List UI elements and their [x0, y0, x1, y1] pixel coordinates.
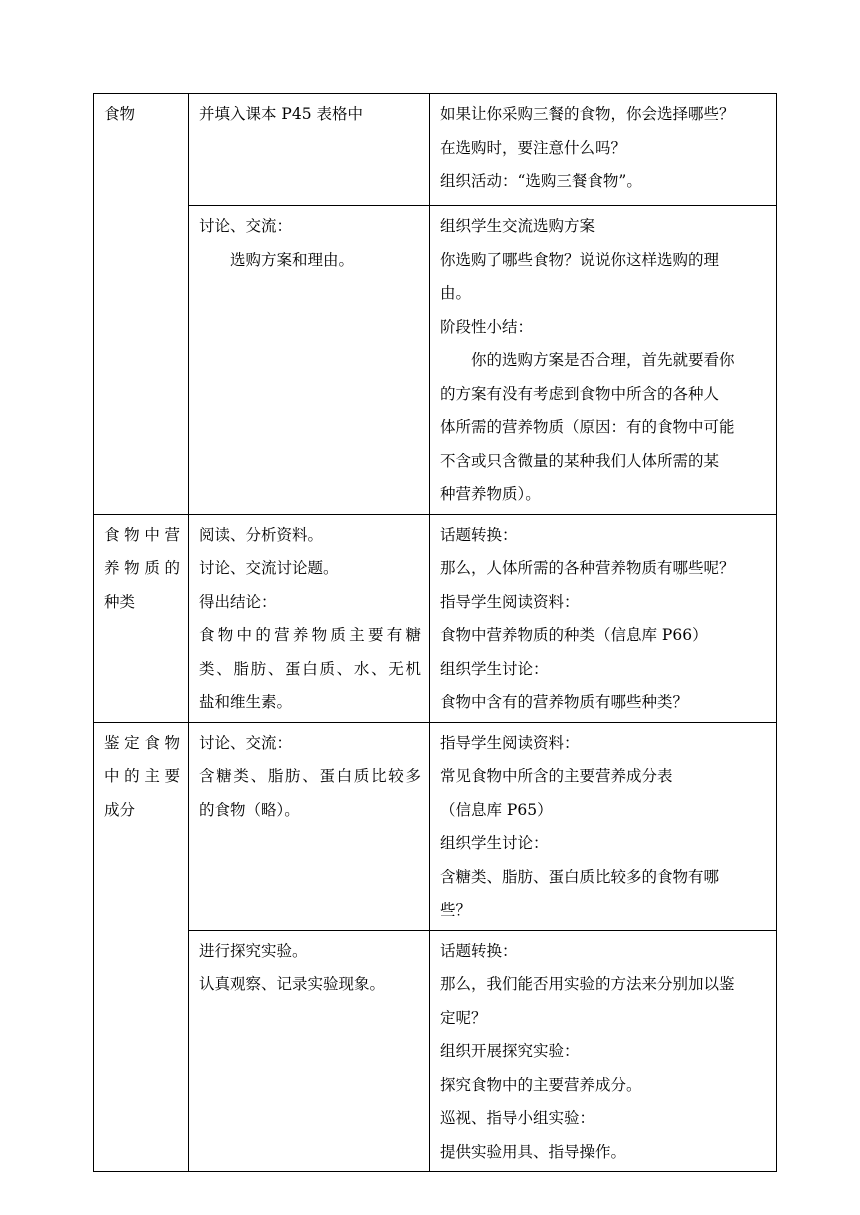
cell-text: 组织学生讨论：: [440, 834, 549, 852]
table-row: [94, 94, 777, 206]
cell-text: 话题转换：: [440, 525, 518, 544]
cell-text: 食物中含有的营养物质有哪些种类？: [440, 693, 689, 711]
lesson-plan-table: [93, 93, 777, 1172]
topic-text: 食物中营: [104, 525, 180, 544]
cell-text: 那么，人体所需的各种营养物质有哪些呢？: [440, 559, 735, 577]
cell-text: 阅读、分析资料。: [199, 525, 324, 544]
table-row: [94, 930, 777, 1172]
cell-text: 讨论、交流：: [199, 217, 293, 235]
cell-text: 盐和维生素。: [199, 693, 293, 711]
cell-text: 探究食物中的主要营养成分。: [440, 1075, 642, 1094]
cell-text: 指导学生阅读资料：: [440, 592, 580, 611]
topic-text: 养物质的: [104, 559, 180, 577]
student-activity-cell: [189, 930, 430, 1172]
cell-text: 组织学生讨论：: [440, 659, 549, 678]
cell-text: 些？: [440, 901, 472, 919]
cell-text: 组织学生交流选购方案: [440, 217, 596, 235]
cell-text: 如果让你采购三餐的食物，你会选择哪些？: [440, 105, 735, 123]
topic-text: 中的主要: [104, 767, 180, 785]
cell-text: 讨论、交流讨论题。: [199, 559, 339, 577]
cell-text: 食物中的营养物质主要有糖: [199, 626, 421, 644]
table-row: [94, 206, 777, 515]
cell-text: 话题转换：: [440, 941, 518, 960]
cell-text: 那么，我们能否用实验的方法来分别加以鉴: [440, 975, 735, 993]
cell-text: 你的选购方案是否合理，首先就要看你: [471, 351, 735, 369]
cell-text: 定呢？: [440, 1008, 487, 1027]
topic-cell: [94, 94, 189, 515]
cell-text: 阶段性小结：: [440, 317, 534, 336]
cell-text: 食物中营养物质的种类（信息库 P66）: [440, 626, 708, 644]
cell-text: 种营养物质）。: [440, 485, 541, 503]
cell-text: 组织活动：“选购三餐食物”。: [440, 172, 642, 190]
student-activity-cell: [189, 514, 430, 722]
cell-text: 并填入课本 P45 表格中: [199, 105, 364, 123]
cell-text: （信息库 P65）: [440, 800, 553, 819]
topic-text: 鉴定食物: [104, 733, 180, 752]
student-activity-cell: [189, 94, 430, 206]
cell-text: 常见食物中所含的主要营养成分表: [440, 767, 673, 785]
topic-cell: [94, 722, 189, 1172]
cell-text: 由。: [440, 284, 472, 302]
cell-text: 巡视、指导小组实验：: [440, 1109, 596, 1127]
topic-cell: [94, 514, 189, 722]
table-row: [94, 722, 777, 930]
cell-text: 类、脂肪、蛋白质、水、无机: [199, 659, 421, 678]
cell-text: 的方案有没有考虑到食物中所含的各种人: [440, 384, 720, 403]
cell-text: 提供实验用具、指导操作。: [440, 1142, 627, 1161]
cell-text: 得出结论：: [199, 592, 277, 611]
cell-text: 选购方案和理由。: [230, 250, 355, 269]
teacher-activity-cell: [430, 206, 777, 515]
topic-text: 种类: [104, 592, 136, 611]
teacher-activity-cell: [430, 722, 777, 930]
student-activity-cell: [189, 206, 430, 515]
cell-text: 的食物（略）。: [199, 800, 300, 819]
cell-text: 含糖类、脂肪、蛋白质比较多: [199, 767, 421, 785]
teacher-activity-cell: [430, 94, 777, 206]
cell-text: 含糖类、脂肪、蛋白质比较多的食物有哪: [440, 867, 720, 886]
cell-text: 讨论、交流：: [199, 733, 293, 752]
cell-text: 你选购了哪些食物？说说你这样选购的理: [440, 250, 720, 269]
cell-text: 不含或只含微量的某种我们人体所需的某: [440, 451, 720, 470]
topic-text: 食物: [104, 105, 136, 123]
teacher-activity-cell: [430, 930, 777, 1172]
cell-text: 组织开展探究实验：: [440, 1042, 580, 1060]
cell-text: 在选购时，要注意什么吗？: [440, 138, 627, 157]
cell-text: 体所需的营养物质（原因：有的食物中可能: [440, 418, 735, 436]
teacher-activity-cell: [430, 514, 777, 722]
cell-text: 进行探究实验。: [199, 941, 308, 960]
topic-text: 成分: [104, 800, 136, 819]
student-activity-cell: [189, 722, 430, 930]
cell-text: 指导学生阅读资料：: [440, 733, 580, 752]
cell-text: 认真观察、记录实验现象。: [199, 975, 386, 993]
table-row: [94, 514, 777, 722]
